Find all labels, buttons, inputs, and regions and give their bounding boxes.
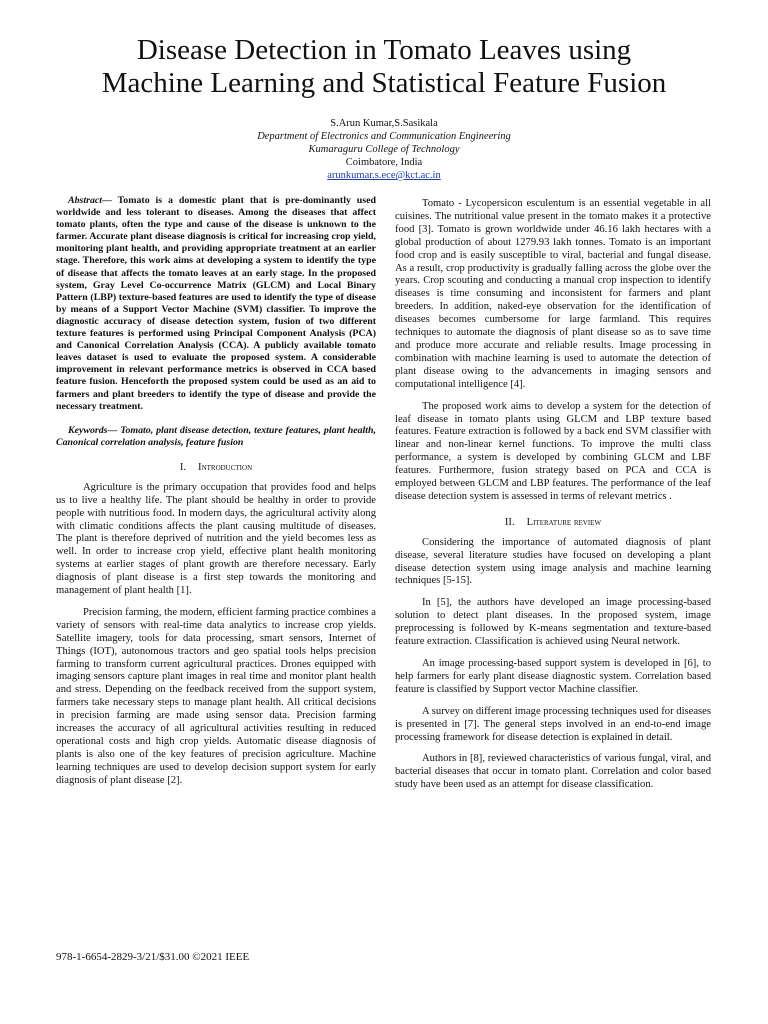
author-block bbox=[200, 117, 568, 182]
paragraph: The proposed work aims to develop a system for the detection of leaf disease in tomato plants using GLCM and LBP texture based features. Feature extraction is followed by a back end SVM classifier with linear and non-linear kernel functions. To improve the multi class performance, a system is developed by combining GLCM and LBF features. Furthermore, fusion strategy based on PCA and CCA is employed between GLCM and LBP features. The performance of the leaf disease detection system is assessed in terms of relevant metrics . bbox=[395, 400, 711, 502]
email-link[interactable]: arunkumar.s.ece@kct.ac.in bbox=[327, 170, 441, 181]
author-names: S.Arun Kumar,S.Sasikala bbox=[330, 118, 438, 129]
paragraph: In [5], the authors have developed an image processing-based solution to detect plant diseases. In the proposed system, image preprocessing is followed by K-means segmentation and texture-based feature extraction. Classification is achieved using Neural network. bbox=[395, 597, 711, 648]
college: Kumaraguru College of Technology bbox=[308, 144, 460, 155]
paragraph: A survey on different image processing techniques used for diseases is presented in [7]. The general steps involved in an end-to-end image processing framework for disease detection is explained in detail. bbox=[395, 705, 711, 743]
section-number: II. bbox=[504, 516, 515, 528]
paragraph: Authors in [8], reviewed characteristics of various fungal, viral, and bacterial diseases that occur in tomato plant. Correlation and color based study have been used as an attempt for disease classification. bbox=[395, 753, 711, 791]
right-column bbox=[395, 198, 711, 801]
copyright-footer: 978-1-6654-2829-3/21/$31.00 ©2021 IEEE bbox=[56, 951, 250, 963]
keywords bbox=[56, 425, 376, 449]
title-line-2: Machine Learning and Statistical Feature Fusion bbox=[101, 67, 667, 99]
abstract-text: Tomato is a domestic plant that is pre-dominantly used worldwide and less tolerant to diseases. Among the diseases that affect tomato plants, often the type and cause of the disease is unknown to the farmer. Accurate plant disease diagnosis is critical for increasing crop yield, monitoring plant health, and providing appropriate treatment at an earlier stage. Therefore, this work aims at developing a system to identify the type of disease that affects the tomato leaves at an early stage. In the proposed system, Gray Level Co-occurrence Matrix (GLCM) and Local Binary Pattern (LBP) texture-based features are used to identify the type of disease by means of a Support Vector Machine (SVM) classifier. To improve the diagnostic accuracy of disease detection system, fusion of two different texture features is performed using Principal Component Analysis (PCA) and Canonical Correlation Analysis (CCA). A publicly available tomato leaves dataset is used to evaluate the proposed system. A considerable improvement in relevant performance metrics is observed in CCA based feature fusion. Henceforth the proposed system could be used as an aid to farmers and plant breeders to identify the type of disease and provide the necessary treatment. bbox=[56, 195, 376, 412]
section-title: Literature review bbox=[526, 516, 602, 528]
keywords-text: Tomato, plant disease detection, texture features, plant health, Canonical correlation analysis, feature fusion bbox=[56, 424, 376, 448]
abstract-label: Abstract— bbox=[68, 195, 112, 206]
left-column bbox=[56, 195, 376, 797]
paragraph: Tomato - Lycopersicon esculentum is an essential vegetable in all cuisines. The nutritional value present in the tomato makes it a protective food [3]. Tomato is grown worldwide under 46.16 lakh hectares with a global production of about 1279.93 lakh tonnes. Tomato is an important food crop and is easily susceptible to viral, bacterial and fungal disease. As a result, crop productivity is gradually falling across the globe over the years. Crop scouting and conducting a manual crop inspection to identify diseases is time consuming and inconsistent for farmers and plant breeders. In addition, naked-eye observation for the identification of diseases becomes cumbersome for large farmland. This requires techniques to automate the diagnosis of plant disease so as to save time and produce more accurate and reliable results. Image processing in combination with machine learning is used to automate the detection of plant disease owing to the advancements in imaging sensors and computational intelligence [4]. bbox=[395, 198, 711, 390]
paragraph: Agriculture is the primary occupation that provides food and helps us to live a healthy life. The plant should be healthy in order to provide people with nutritious food. In modern days, the agricultural activity along with climatic conditions affects the plant causing multitude of diseases. The plant is therefore deprived of nutrition and the yield becomes less as well. In order to increase crop yield, effective plant health monitoring systems at earlier stages of plant growth are therefore necessary. Early diagnosis of plant disease is a first step towards the monitoring and management of plant health [1]. bbox=[56, 481, 376, 597]
section-title: Introduction bbox=[198, 461, 253, 473]
section-heading-introduction bbox=[56, 462, 376, 475]
paragraph: Considering the importance of automated diagnosis of plant disease, several literature studies have focused on developing a plant disease detection system using image analysis and machine learning techniques [5-15]. bbox=[395, 536, 711, 587]
keywords-label: Keywords— bbox=[68, 424, 118, 436]
section-heading-literature-review bbox=[395, 517, 711, 530]
abstract bbox=[56, 195, 376, 413]
section-number: I. bbox=[179, 461, 187, 473]
paragraph: Precision farming, the modern, efficient farming practice combines a variety of sensors with real-time data analytics to increase crop yields. Satellite imagery, tools for data processing, smart sensors, Internet of Things (IOT), autonomous tractors and geo spatial tools helps precision farming to transform current agricultural practices. Drones equipped with imaging sensors capture plant images in real time and monitor plant health and stress. Depending on the feedback received from the support system, farmers take necessary steps to manage plant health. All critical decisions in precision farming are made using sensor data. Precision farming increases the accuracy of all agricultural activities resulting in reduced operational costs and high crop yields. Automatic disease diagnosis of plants is also one of the key features of precision agriculture. Machine learning techniques are used to develop decision support system for early diagnosis of plant disease [2]. bbox=[56, 606, 376, 786]
paper-title bbox=[40, 34, 728, 100]
title-line-1: Disease Detection in Tomato Leaves using bbox=[136, 34, 632, 66]
department: Department of Electronics and Communication Engineering bbox=[257, 131, 511, 142]
paragraph: An image processing-based support system is developed in [6], to help farmers for early plant disease diagnostic system. Correlation based feature is classified by Support vector Machine classifier. bbox=[395, 658, 711, 695]
city: Coimbatore, India bbox=[345, 157, 423, 168]
